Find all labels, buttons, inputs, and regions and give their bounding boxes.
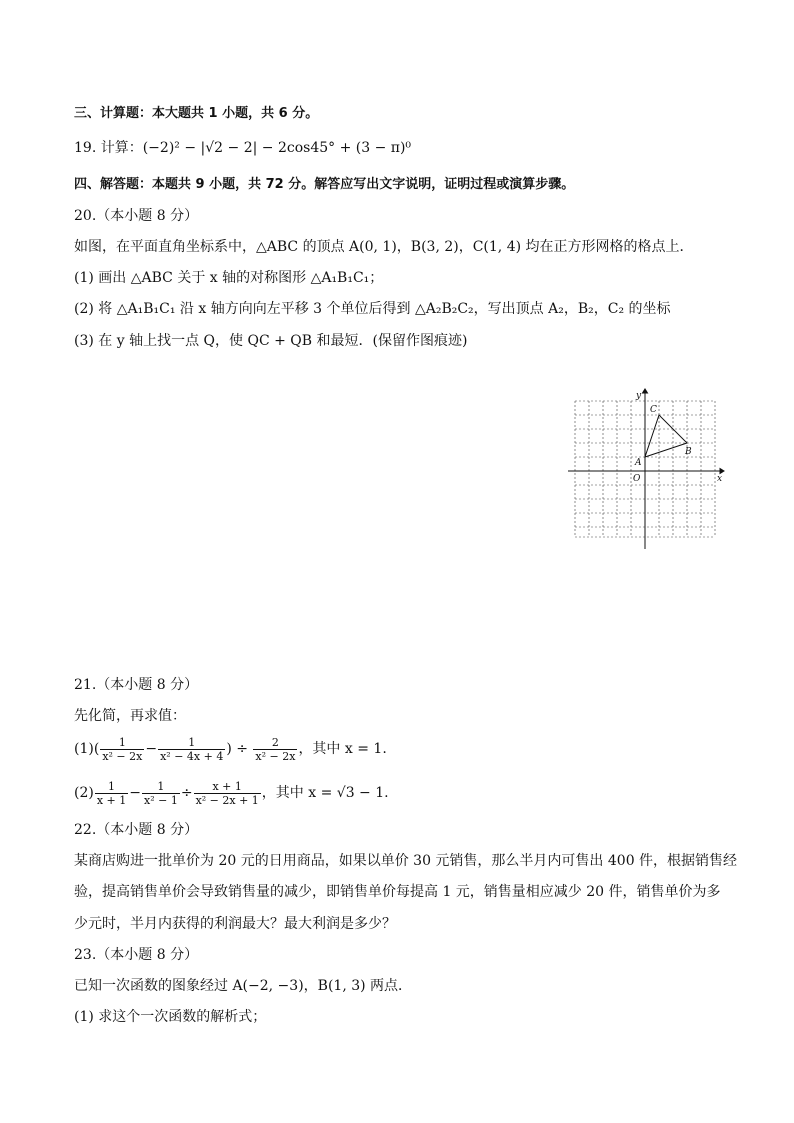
q20-part3: (3) 在 y 轴上找一点 Q，使 QC + QB 和最短．(保留作图痕迹) <box>74 333 468 349</box>
y-axis-label: y <box>636 391 642 401</box>
q22-line1: 某商店购进一批单价为 20 元的日用商品，如果以单价 30 元销售，那么半月内可售出 400 件，根据销售经 <box>74 853 738 869</box>
q21-p1-condition: ，其中 x = 1. <box>298 741 387 757</box>
triangle-abc <box>645 415 687 457</box>
q22-line2: 验，提高销售单价会导致销售量的减少，即销售单价每提高 1 元，销售量相应减少 20 件，销售单价为多 <box>74 884 721 900</box>
fraction: $\frac{x + 1}{\text{x² − 2x + 1}}$ <box>195 779 259 807</box>
q21-part2: (2) $\frac{1}{x + 1}$ − $\frac{1}{\text{x² − 1}}$ ÷ $\frac{x + 1}{\text{x² − 2x + 1}}$ ，其中 x = √3 − 1. <box>74 779 389 807</box>
q20-stem: 如图，在平面直角坐标系中，△ABC 的顶点 A(0, 1)，B(3, 2)，C(1, 4) 均在正方形网格的格点上． <box>74 239 694 255</box>
q20-part2: (2) 将 △A₁B₁C₁ 沿 x 轴方向向左平移 3 个单位后得到 △A₂B₂C₂，写出顶点 A₂，B₂，C₂ 的坐标 <box>74 301 671 317</box>
coordinate-grid-figure <box>566 387 726 553</box>
origin-label: O <box>633 474 641 484</box>
q20-title: 20.（本小题 8 分） <box>74 208 199 224</box>
question-19 <box>74 138 411 158</box>
q23-title: 23.（本小题 8 分） <box>74 947 199 963</box>
x-axis-label: x <box>717 474 723 484</box>
vertex-a-label: A <box>635 458 642 468</box>
q22-line3: 少元时，半月内获得的利润最大？最大利润是多少？ <box>74 916 396 932</box>
q20-part1: (1) 画出 △ABC 关于 x 轴的对称图形 △A₁B₁C₁； <box>74 270 384 286</box>
fraction: $\frac{1}{\text{x² − 2x}}$ <box>102 735 143 763</box>
q22-title: 22.（本小题 8 分） <box>74 822 199 838</box>
fraction: $\frac{1}{\text{x² − 4x + 4}}$ <box>160 735 224 763</box>
axes <box>568 389 724 549</box>
q21-p1-label: (1) <box>74 741 94 757</box>
q23-part1: (1) 求这个一次函数的解析式； <box>74 1009 267 1025</box>
fraction: $\frac{2}{\text{x² − 2x}}$ <box>255 735 296 763</box>
vertex-c-label: C <box>650 405 657 415</box>
q21-stem: 先化简，再求值： <box>74 708 186 724</box>
vertex-b-label: B <box>685 447 692 457</box>
section4-heading: 四、解答题：本题共 9 小题，共 72 分。解答应写出文字说明，证明过程或演算步骤。 <box>74 177 575 192</box>
q21-p2-label: (2) <box>74 785 94 801</box>
q19-prefix: 19. 计算： <box>74 140 143 156</box>
fraction: $\frac{1}{\text{x² − 1}}$ <box>144 779 178 807</box>
q23-stem: 已知一次函数的图象经过 A(−2, −3)，B(1, 3) 两点． <box>74 978 413 994</box>
fraction: $\frac{1}{x + 1}$ <box>96 779 127 807</box>
q21-part1: (1)( $\frac{1}{\text{x² − 2x}}$ − $\frac{1}{\text{x² − 4x + 4}}$ ) ÷ $\frac{2}{\text{x² − 2x}}$ ，其中 x = 1. <box>74 735 387 763</box>
q21-p2-condition: ，其中 x = √3 − 1. <box>261 785 389 801</box>
q19-expression: (−2)² − |√2 − 2| − 2cos45° + (3 − π)⁰ <box>142 140 412 156</box>
section3-heading: 三、计算题：本大题共 1 小题，共 6 分。 <box>74 106 319 121</box>
q21-title: 21.（本小题 8 分） <box>74 677 199 693</box>
